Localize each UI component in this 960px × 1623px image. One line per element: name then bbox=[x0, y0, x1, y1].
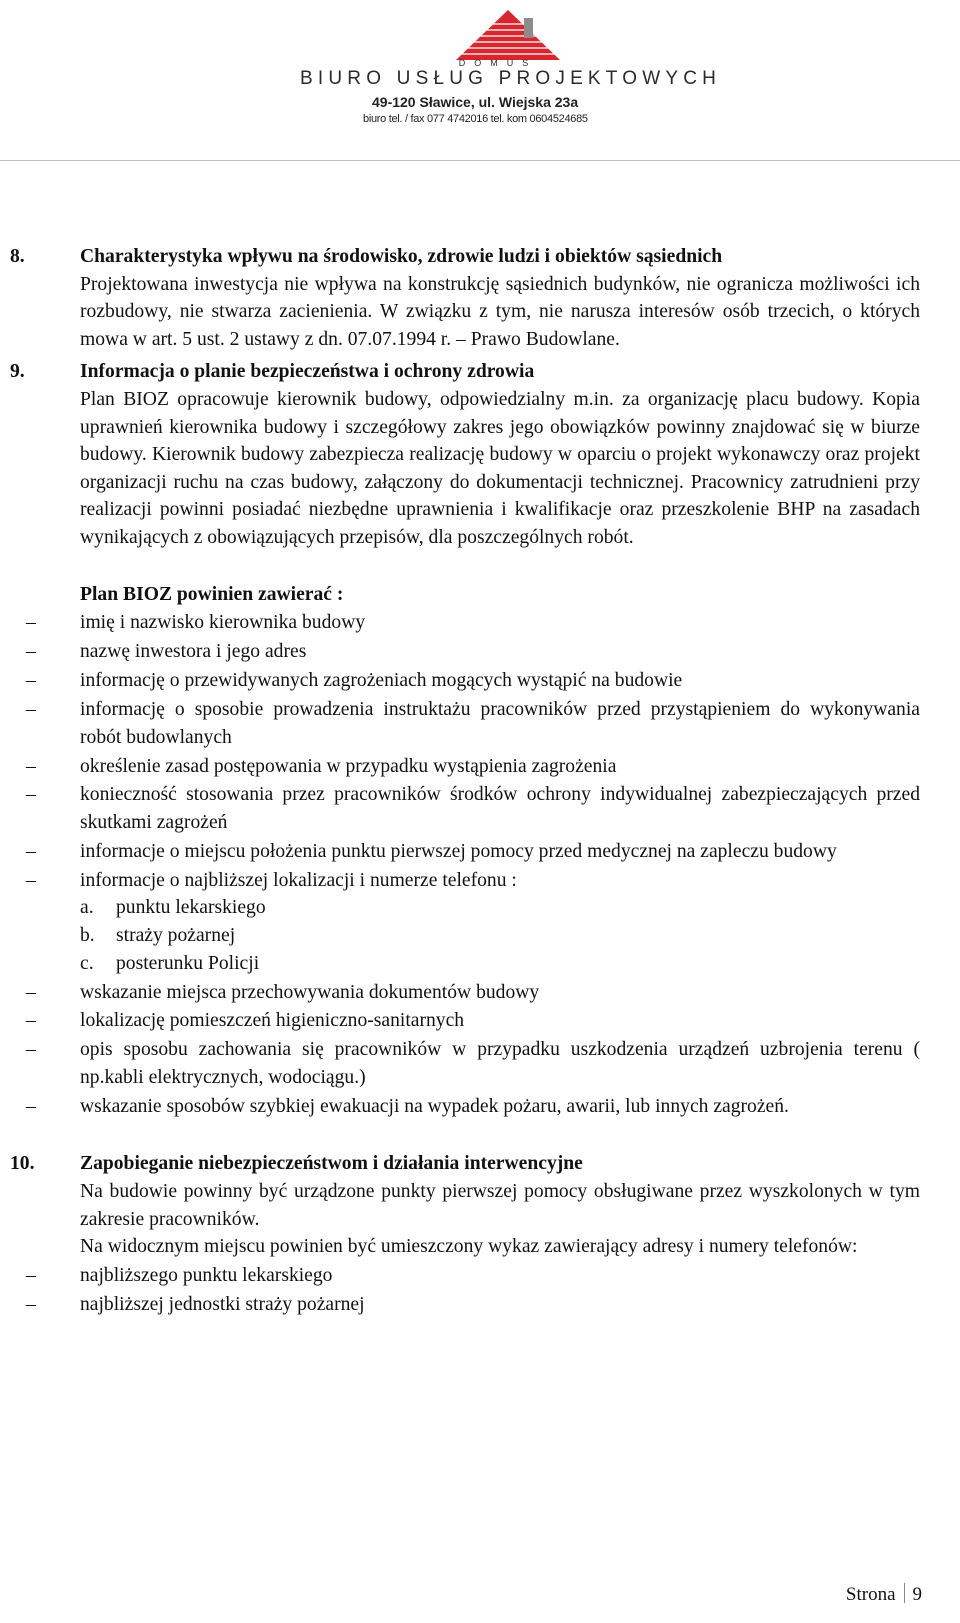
contact-sublist bbox=[0, 894, 960, 977]
list-item: – informację o sposobie prowadzenia instruktażu pracowników przed przystąpieniem do wykonywania robót budowlanych bbox=[80, 696, 920, 751]
document-body bbox=[0, 243, 960, 1319]
sublist-item: c. posterunku Policji bbox=[116, 950, 916, 978]
section-number: 9. bbox=[10, 361, 25, 383]
section-paragraph: Projektowana inwestycja nie wpływa na konstrukcję sąsiednich budynków, nie ogranicza możliwości ich rozbudowy, nie stwarza zacienienia. W związku z tym, nie narusza interesów osób trzecich, o których mowa w art. 5 ust. 2 ustawy z dn. 07.07.1994 r. – Prawo Budowlane. bbox=[80, 273, 920, 350]
list-item: – informacje o najbliższej lokalizacji i numerze telefonu : bbox=[80, 867, 920, 895]
section-title: Zapobieganie niebezpieczeństwom i działania interwencyjne bbox=[80, 1153, 583, 1175]
page-number: 9 bbox=[912, 1584, 922, 1605]
list-item: – imię i nazwisko kierownika budowy bbox=[80, 609, 920, 637]
section-8 bbox=[0, 243, 960, 353]
dash-bullet: – bbox=[26, 699, 36, 721]
dash-bullet: – bbox=[26, 840, 36, 862]
dash-bullet: – bbox=[26, 869, 36, 891]
page-footer bbox=[846, 1583, 922, 1606]
header-divider bbox=[0, 160, 960, 161]
section-9 bbox=[0, 358, 960, 1120]
section-paragraph: Plan BIOZ opracowuje kierownik budowy, odpowiedzialny m.in. za organizację placu budowy. Kopia uprawnień kierownika budowy i szczegółowy zakres jego obowiązków powinny znajdować się w biurze budowy. Kierownik budowy zabezpiecza realizację budowy w oparciu o projekt wykonawczy oraz projekt organizacji ruchu na czas budowy, załączony do dokumentacji technicznej. Pracownicy zatrudnieni przy realizacji powinni posiadać niezbędne uprawnienia i kwalifikacje oraz przeszkolenie BHP na zasadach wynikających z obowiązujących przepisów, dla poszczególnych robót. bbox=[80, 388, 920, 548]
sublist-marker: c. bbox=[80, 952, 94, 974]
company-address: 49-120 Sławice, ul. Wiejska 23a bbox=[372, 94, 579, 110]
dash-bullet: – bbox=[26, 1293, 36, 1315]
section-number: 10. bbox=[10, 1153, 35, 1175]
bioz-requirements-list bbox=[0, 609, 960, 894]
letterhead bbox=[0, 0, 960, 165]
section-paragraph: Na widocznym miejscu powinien być umieszczony wykaz zawierający adresy i numery telefonów: bbox=[80, 1236, 858, 1258]
bioz-heading: Plan BIOZ powinien zawierać : bbox=[80, 583, 344, 605]
dash-bullet: – bbox=[26, 641, 36, 663]
emergency-contacts-list bbox=[0, 1262, 960, 1318]
company-phones: biuro tel. / fax 077 4742016 tel. kom 0604524685 bbox=[363, 113, 588, 125]
list-item: – nazwę inwestora i jego adres bbox=[80, 638, 920, 666]
section-paragraph: Na budowie powinny być urządzone punkty pierwszej pomocy obsługiwane przez wyszkolonych w tym zakresie pracowników. bbox=[80, 1180, 920, 1230]
dash-bullet: – bbox=[26, 784, 36, 806]
section-title: Charakterystyka wpływu na środowisko, zdrowie ludzi i obiektów sąsiednich bbox=[80, 246, 723, 267]
dash-bullet: – bbox=[26, 612, 36, 634]
dash-bullet: – bbox=[26, 1039, 36, 1061]
logo-brand: DOMUS bbox=[458, 58, 538, 68]
list-item: – opis sposobu zachowania się pracowników w przypadku uszkodzenia urządzeń uzbrojenia terenu ( np.kabli elektrycznych, wodociągu.) bbox=[80, 1036, 920, 1091]
company-name: BIURO USŁUG PROJEKTOWYCH bbox=[300, 68, 722, 89]
section-10 bbox=[0, 1150, 960, 1318]
section-title: Informacja o planie bezpieczeństwa i ochrony zdrowia bbox=[80, 361, 535, 383]
list-item: – najbliższej jednostki straży pożarnej bbox=[80, 1291, 920, 1319]
section-number: 8. bbox=[10, 246, 25, 267]
sublist-marker: a. bbox=[80, 897, 94, 919]
list-item: – wskazanie sposobów szybkiej ewakuacji na wypadek pożaru, awarii, lub innych zagrożeń. bbox=[80, 1093, 920, 1121]
list-item: – informację o przewidywanych zagrożeniach mogących wystąpić na budowie bbox=[80, 667, 920, 695]
list-item: – konieczność stosowania przez pracowników środków ochrony indywidualnej zabezpieczających przed skutkami zagrożeń bbox=[80, 781, 920, 836]
list-item: – lokalizację pomieszczeń higieniczno-sanitarnych bbox=[80, 1007, 920, 1035]
footer-separator bbox=[904, 1583, 905, 1603]
bioz-requirements-list-continued bbox=[0, 979, 960, 1121]
list-item: – określenie zasad postępowania w przypadku wystąpienia zagrożenia bbox=[80, 753, 920, 781]
dash-bullet: – bbox=[26, 1095, 36, 1117]
dash-bullet: – bbox=[26, 1010, 36, 1032]
dash-bullet: – bbox=[26, 1265, 36, 1287]
dash-bullet: – bbox=[26, 670, 36, 692]
list-item: – najbliższego punktu lekarskiego bbox=[80, 1262, 920, 1290]
sublist-item: a. punktu lekarskiego bbox=[116, 894, 916, 922]
list-item: – informacje o miejscu położenia punktu pierwszej pomocy przed medycznej na zapleczu budowy bbox=[80, 838, 920, 866]
dash-bullet: – bbox=[26, 981, 36, 1003]
page-label: Strona bbox=[845, 1584, 896, 1605]
sublist-marker: b. bbox=[80, 925, 95, 947]
list-item: – wskazanie miejsca przechowywania dokumentów budowy bbox=[80, 979, 920, 1007]
dash-bullet: – bbox=[26, 755, 36, 777]
sublist-item: b. straży pożarnej bbox=[116, 922, 916, 950]
